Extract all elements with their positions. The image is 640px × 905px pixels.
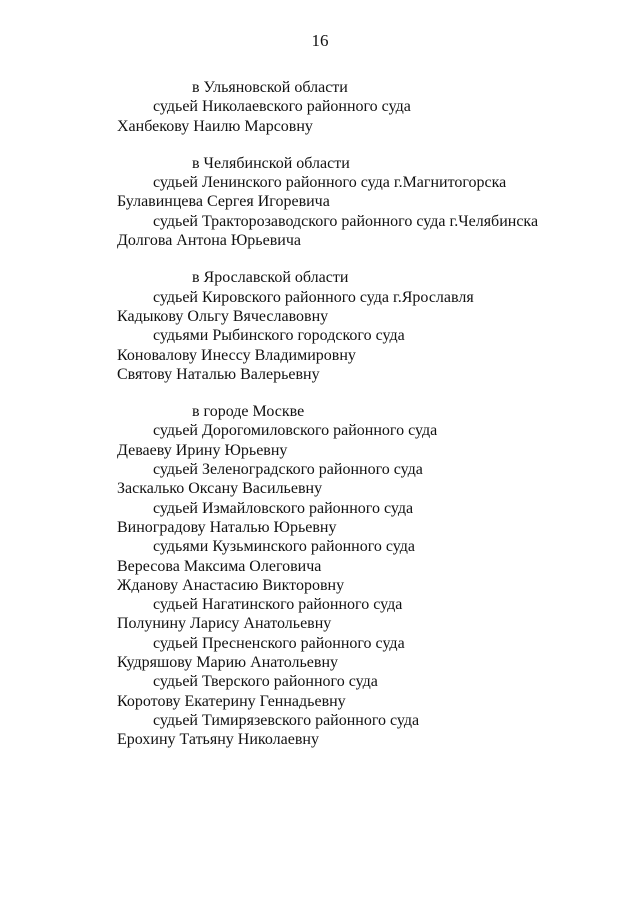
judge-name: Коновалову Инессу Владимировну: [117, 346, 356, 364]
judge-name: Виноградову Наталью Юрьевну: [117, 518, 337, 536]
court-line: судьей Кировского районного суда г.Ярославля: [153, 288, 474, 306]
region-heading: в Челябинской области: [192, 154, 350, 172]
region-heading: в Ульяновской области: [192, 79, 348, 96]
court-line: судьей Дорогомиловского районного суда: [153, 422, 438, 440]
judge-name: Ханбекову Наилю Марсовну: [117, 117, 313, 135]
court-line: судьей Нагатинского районного суда: [153, 596, 403, 614]
region-heading: в городе Москве: [192, 403, 305, 421]
court-line: судьями Рыбинского городского суда: [153, 327, 405, 345]
judge-name: Булавинцева Сергея Игоревича: [117, 193, 330, 211]
judge-name: Кадыкову Ольгу Вячеславовну: [117, 307, 329, 325]
judge-name: Ерохину Татьяну Николаевну: [117, 731, 319, 749]
judge-name: Коротову Екатерину Геннадьевну: [117, 692, 346, 710]
court-line: судьей Тверского районного суда: [153, 673, 378, 691]
judge-name: Долгова Антона Юрьевича: [117, 232, 301, 250]
region-section: [0, 78, 640, 136]
court-line: судьями Кузьминского районного суда: [153, 538, 416, 556]
court-line: судьей Ленинского районного суда г.Магнитогорска: [153, 174, 507, 192]
court-line: судьей Тимирязевского районного суда: [153, 711, 420, 729]
judge-name: Вересова Максима Олеговича: [117, 557, 322, 575]
court-line: судьей Зеленоградского районного суда: [153, 461, 423, 479]
judge-name: Святову Наталью Валерьевну: [117, 365, 320, 383]
court-line: судьей Николаевского районного суда: [153, 98, 411, 116]
region-section: [0, 402, 640, 749]
judge-name: Жданову Анастасию Викторовну: [117, 576, 345, 594]
court-line: судьей Пресненского районного суда: [153, 634, 405, 652]
judge-name: Заскалько Оксану Васильевну: [117, 480, 323, 498]
region-heading: в Ярославской области: [192, 269, 349, 287]
judge-name: Кудряшову Марию Анатольевну: [117, 654, 339, 672]
page-number: 16: [311, 31, 329, 50]
judge-name: Деваеву Ирину Юрьевну: [117, 441, 288, 459]
court-line: судьей Тракторозаводского районного суда г.Челябинска: [153, 212, 539, 230]
region-section: [0, 268, 640, 384]
judge-name: Полунину Ларису Анатольевну: [117, 615, 332, 633]
court-line: судьей Измайловского районного суда: [153, 499, 414, 517]
region-section: [0, 154, 640, 250]
document-body: [0, 78, 640, 768]
